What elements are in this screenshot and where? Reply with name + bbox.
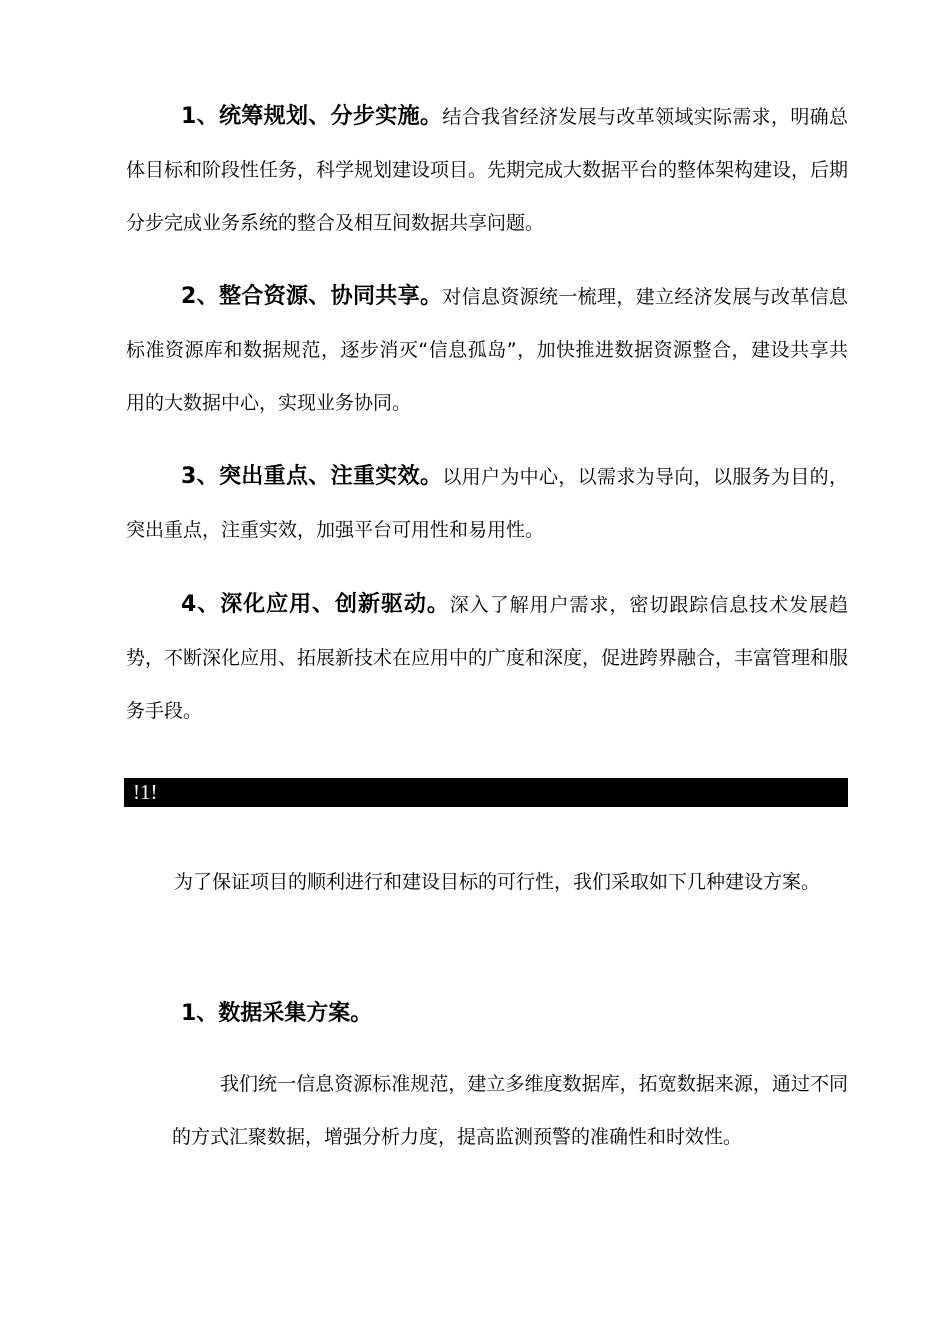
principle-body-2: 对信息资源统一梳理，建立经济发展与改革信息标准资源库和数据规范，逐步消灭“信息孤岛”，加快推进数据资源整合，建设共享共用的大数据中心，实现业务协同。 <box>126 286 848 414</box>
principle-heading-4: 4、深化应用、创新驱动。 <box>181 592 450 617</box>
principle-paragraph-2 <box>126 270 848 430</box>
subsection-heading: 1、数据采集方案。 <box>181 1001 373 1026</box>
principle-paragraph-4 <box>126 578 848 738</box>
principle-body-3: 以用户为中心，以需求为导向，以服务为目的，突出重点，注重实效，加强平台可用性和易用性。 <box>126 466 848 541</box>
principle-heading-2: 2、整合资源、协同共享。 <box>181 284 443 309</box>
section-header-bar <box>124 778 848 807</box>
principle-body-1: 结合我省经济发展与改革领域实际需求，明确总体目标和阶段性任务，科学规划建设项目。先期完成大数据平台的整体架构建设，后期分步完成业务系统的整合及相互间数据共享问题。 <box>126 106 849 234</box>
principle-heading-1: 1、统筹规划、分步实施。 <box>181 104 443 129</box>
subsection-paragraph: 我们统一信息资源标准规范，建立多维度数据库，拓宽数据来源，通过不同的方式汇聚数据，增强分析力度，提高监测预警的准确性和时效性。 <box>172 1073 848 1148</box>
intro-paragraph: 为了保证项目的顺利进行和建设目标的可行性，我们采取如下几种建设方案。 <box>174 871 821 893</box>
principle-body-4: 深入了解用户需求，密切跟踪信息技术发展趋势，不断深化应用、拓展新技术在应用中的广度和深度，促进跨界融合，丰富管理和服务手段。 <box>126 594 849 722</box>
section-header-label: !1! <box>133 780 158 804</box>
principle-paragraph-1 <box>126 90 848 250</box>
principle-heading-3: 3、突出重点、注重实效。 <box>181 464 443 489</box>
principle-paragraph-3 <box>126 450 848 557</box>
